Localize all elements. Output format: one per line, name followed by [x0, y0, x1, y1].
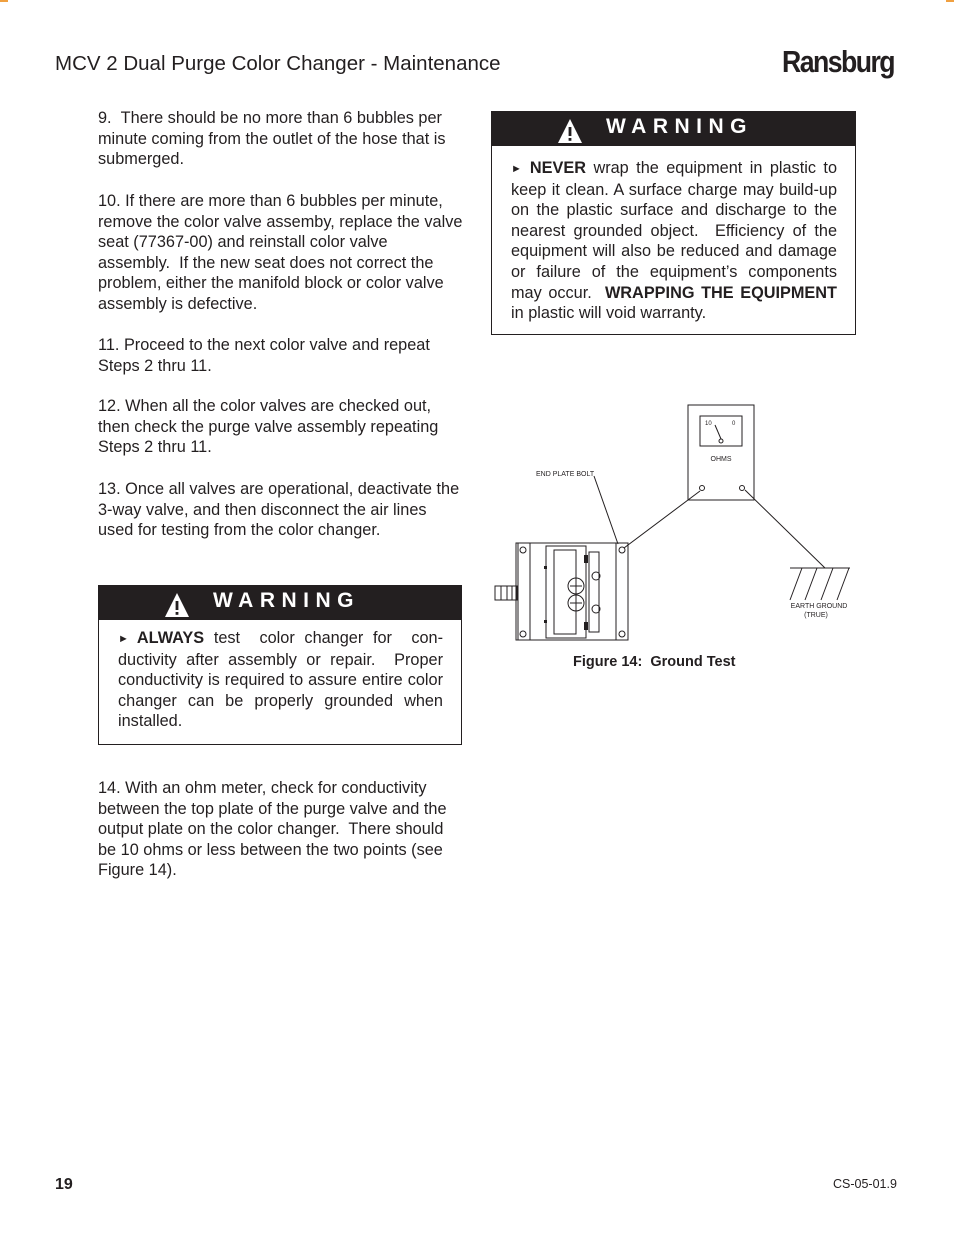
ohm-scale-right: 0 [732, 421, 736, 427]
step-13-text: 13. Once all valves are operational, deactivate the 3-way valve, and then disconnect the air lines used for testing from the color changer. [98, 480, 460, 540]
air-fitting [495, 586, 517, 600]
warning-body-right [492, 146, 855, 324]
warning-header-right [492, 112, 855, 146]
warning-title-right: WARNING [606, 115, 753, 138]
warning-text-right: wrap the equipment in plastic to keep it clean. A surface charge may build-up on the plastic surface and discharge to the nearest grounded object. Efficiency of the equipment will also be reduced and damage or failure of the equipment’s components may occur. [511, 159, 837, 302]
step-12 [98, 396, 466, 458]
ohm-meter-needle [715, 425, 721, 439]
color-changer-body [518, 543, 628, 640]
ohm-meter-label: OHMS [710, 456, 732, 463]
end-plate-bolt-leader [594, 476, 618, 544]
crop-mark-left [0, 0, 8, 2]
figure-caption: Figure 14: Ground Test [573, 654, 736, 670]
ohm-meter [688, 405, 754, 500]
step-11 [98, 335, 466, 376]
ground-test-diagram [488, 400, 858, 650]
brand-logo: Ransburg [782, 44, 895, 79]
step-9-text: 9. There should be no more than 6 bubbles per minute coming from the outlet of the hose that is submerged. [98, 109, 446, 169]
step-9 [98, 108, 466, 170]
step-11-text: 11. Proceed to the next color valve and repeat Steps 2 thru 11. [98, 336, 430, 375]
crop-mark-right [946, 0, 954, 2]
step-14 [98, 778, 466, 881]
earth-ground-label: EARTH GROUND [790, 603, 848, 610]
step-13 [98, 479, 466, 541]
page-number: 19 [55, 1176, 73, 1193]
step-12-text: 12. When all the color valves are checked out, then check the purge valve assembly repeating Steps 2 thru 11. [98, 397, 439, 457]
page-title: MCV 2 Dual Purge Color Changer - Maintenance [55, 52, 501, 75]
warning-body-left [99, 620, 461, 732]
step-14-text: 14. With an ohm meter, check for conductivity between the top plate of the purge valve and the output plate on the color changer. There should be 10 ohms or less between the two points (see Figure 14). [98, 779, 447, 880]
earth-ground-sub-label: (TRUE) [804, 612, 828, 619]
step-10 [98, 191, 466, 315]
warning-triangle-icon [164, 592, 190, 618]
ohm-meter-terminal-left [700, 486, 705, 491]
warning-title-left: WARNING [213, 589, 360, 612]
warning-box-right [491, 111, 856, 335]
warning-lead-left: ALWAYS [136, 629, 205, 647]
end-plate-bolt-label: END PLATE BOLT [536, 471, 595, 478]
ohm-scale-left: 10 [705, 421, 712, 427]
document-code: CS-05-01.9 [833, 1177, 897, 1191]
warning-header-left [99, 586, 461, 620]
warning-emphasis-right: WRAPPING THE EQUIPMENT [604, 283, 837, 302]
warning-text-left: test color changer for con-ductivity after assembly or repair. Proper conductivity is required to assure entire color changer can be properly grounded when installed. [118, 629, 443, 731]
test-lead-left [624, 491, 700, 548]
warning-box-left [98, 585, 462, 745]
warning-triangle-icon [557, 118, 583, 144]
warning-lead-right: NEVER [529, 159, 586, 177]
warning-tail-right: in plastic will void warranty. [511, 304, 707, 323]
ohm-meter-terminal-right [740, 486, 745, 491]
bullet-arrow-icon: ► [118, 633, 129, 645]
step-10-text: 10. If there are more than 6 bubbles per minute, remove the color valve assemby, replace the valve seat (77367-00) and reinstall color valve assembly. If the new seat does not correct the problem, either the manifold block or color valve assembly is defective. [98, 192, 463, 313]
bullet-arrow-icon: ► [511, 163, 522, 175]
test-lead-right [745, 490, 825, 568]
